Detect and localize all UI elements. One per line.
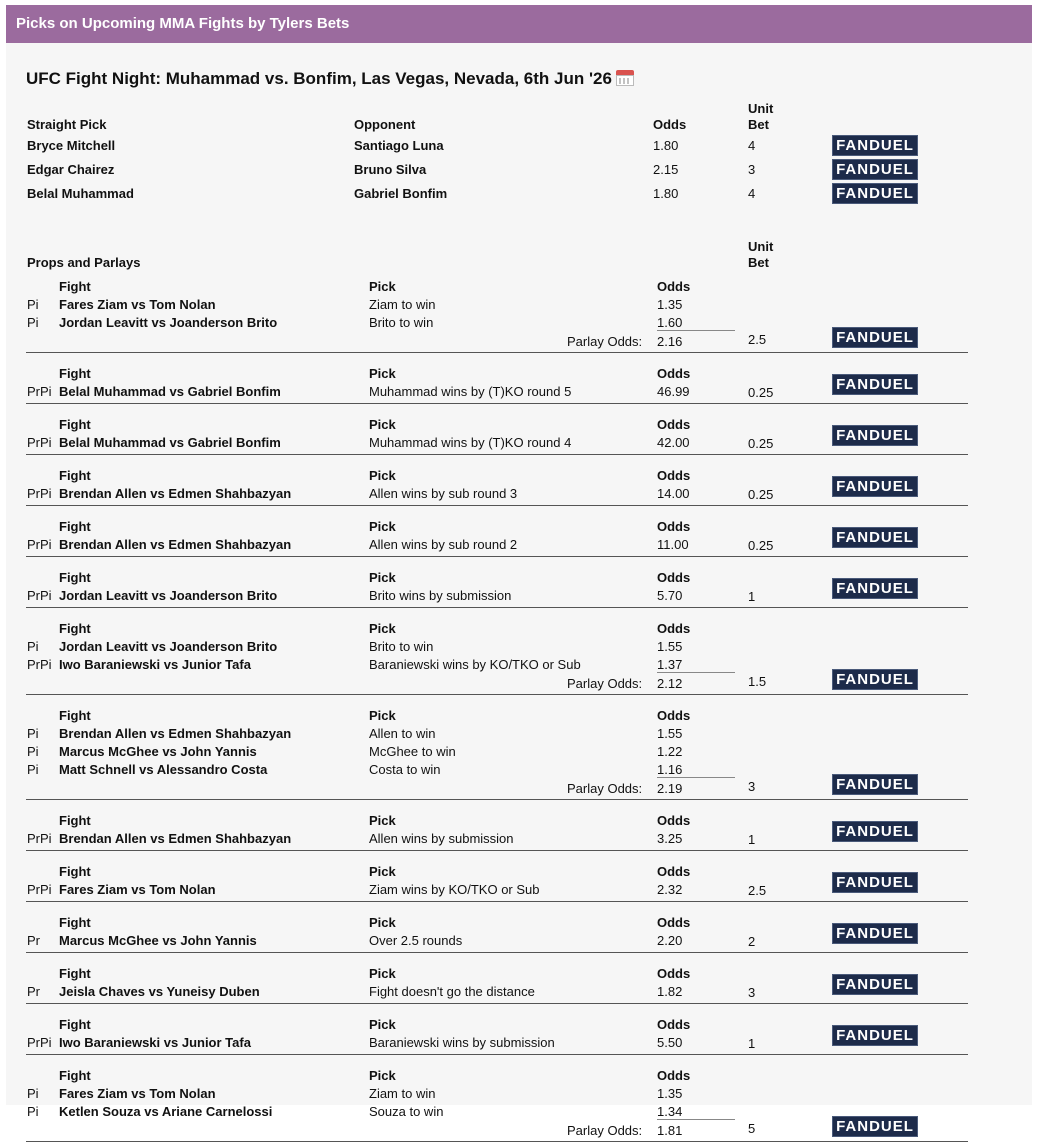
group-divider <box>26 607 968 608</box>
leg-odds: 3.25 <box>657 831 683 846</box>
unit-bet: 2.5 <box>748 883 767 898</box>
pick-text: Ziam to win <box>369 297 436 312</box>
pick-header: Pick <box>369 366 396 381</box>
fight-name: Fares Ziam vs Tom Nolan <box>59 1086 216 1101</box>
fight-name: Brendan Allen vs Edmen Shahbazyan <box>59 831 292 846</box>
fight-header: Fight <box>59 468 91 483</box>
parlay-odds-value: 2.12 <box>657 676 683 691</box>
pick-odds: 2.15 <box>653 162 679 177</box>
parlay-odds-label: Parlay Odds: <box>567 334 643 349</box>
fight-header: Fight <box>59 417 91 432</box>
fight-name: Marcus McGhee vs John Yannis <box>59 744 257 759</box>
group-divider <box>26 556 968 557</box>
odds-header: Odds <box>657 279 691 294</box>
pick-header: Pick <box>369 621 396 636</box>
leg-odds: 5.70 <box>657 588 683 603</box>
fight-header: Fight <box>59 1017 91 1032</box>
leg-odds: 1.60 <box>657 315 735 331</box>
straight-pick-name: Bryce Mitchell <box>27 138 116 153</box>
fight-header: Fight <box>59 570 91 585</box>
fanduel-button[interactable]: FANDUEL <box>832 974 918 995</box>
leg-odds: 1.22 <box>657 744 683 759</box>
leg-odds: 14.00 <box>657 486 690 501</box>
bet-type-code: Pi <box>27 762 39 777</box>
group-divider <box>26 1003 968 1004</box>
unit-bet: 3 <box>748 779 756 794</box>
group-divider <box>26 505 968 506</box>
fanduel-button[interactable]: FANDUEL <box>832 374 918 395</box>
parlay-odds-value: 2.16 <box>657 334 683 349</box>
fanduel-button[interactable]: FANDUEL <box>832 578 918 599</box>
bet-type-code: Pi <box>27 726 39 741</box>
picks-panel <box>6 5 1032 1138</box>
leg-odds: 1.37 <box>657 657 735 673</box>
fanduel-button[interactable]: FANDUEL <box>832 135 918 156</box>
unit-bet: 3 <box>748 985 756 1000</box>
fanduel-button[interactable]: FANDUEL <box>832 476 918 497</box>
unit-bet: 0.25 <box>748 538 774 553</box>
unit-bet: 3 <box>748 162 756 177</box>
pick-text: Ziam wins by KO/TKO or Sub <box>369 882 540 897</box>
fanduel-button[interactable]: FANDUEL <box>832 669 918 690</box>
bet-header: Bet <box>748 117 769 132</box>
bet-type-code: Pi <box>27 1086 39 1101</box>
banner-title: Picks on Upcoming MMA Fights by Tylers Bets <box>16 15 350 32</box>
bet-type-code: PrPi <box>27 537 52 552</box>
fight-name: Belal Muhammad vs Gabriel Bonfim <box>59 435 281 450</box>
pick-header: Pick <box>369 813 396 828</box>
group-divider <box>26 352 968 353</box>
event-title-row <box>26 68 634 89</box>
props-parlays-header: Props and Parlays <box>27 255 141 270</box>
pick-text: Over 2.5 rounds <box>369 933 463 948</box>
pick-header: Pick <box>369 519 396 534</box>
pick-text: Ziam to win <box>369 1086 436 1101</box>
odds-header: Odds <box>657 468 691 483</box>
fight-header: Fight <box>59 708 91 723</box>
fight-name: Iwo Baraniewski vs Junior Tafa <box>59 657 251 672</box>
fight-name: Iwo Baraniewski vs Junior Tafa <box>59 1035 251 1050</box>
pick-text: Baraniewski wins by KO/TKO or Sub <box>369 657 581 672</box>
opponent-name: Bruno Silva <box>354 162 427 177</box>
fight-name: Jeisla Chaves vs Yuneisy Duben <box>59 984 260 999</box>
pick-header: Pick <box>369 417 396 432</box>
bet-type-code: PrPi <box>27 435 52 450</box>
unit-bet: 1 <box>748 1036 756 1051</box>
fight-name: Brendan Allen vs Edmen Shahbazyan <box>59 726 292 741</box>
fanduel-button[interactable]: FANDUEL <box>832 425 918 446</box>
fanduel-button[interactable]: FANDUEL <box>832 923 918 944</box>
bet-type-code: Pr <box>27 984 40 999</box>
bet-type-code: Pi <box>27 297 39 312</box>
fanduel-button[interactable]: FANDUEL <box>832 527 918 548</box>
fight-header: Fight <box>59 621 91 636</box>
unit-bet: 1 <box>748 832 756 847</box>
parlay-odds-value: 2.19 <box>657 781 683 796</box>
unit-bet: 1.5 <box>748 674 767 689</box>
fanduel-button[interactable]: FANDUEL <box>832 327 918 348</box>
odds-header: Odds <box>653 117 687 132</box>
opponent-name: Santiago Luna <box>354 138 444 153</box>
bet-type-code: PrPi <box>27 831 52 846</box>
odds-header: Odds <box>657 1017 691 1032</box>
group-divider <box>26 403 968 404</box>
pick-text: Fight doesn't go the distance <box>369 984 535 999</box>
leg-odds: 1.16 <box>657 762 735 778</box>
pick-text: Baraniewski wins by submission <box>369 1035 555 1050</box>
fight-header: Fight <box>59 519 91 534</box>
pick-odds: 1.80 <box>653 186 679 201</box>
leg-odds: 5.50 <box>657 1035 683 1050</box>
pick-text: Brito to win <box>369 639 434 654</box>
parlay-odds-label: Parlay Odds: <box>567 1123 643 1138</box>
bet-type-code: Pi <box>27 315 39 330</box>
leg-odds: 46.99 <box>657 384 690 399</box>
odds-header: Odds <box>657 570 691 585</box>
leg-odds: 1.82 <box>657 984 683 999</box>
unit-bet: 0.25 <box>748 385 774 400</box>
pick-text: Souza to win <box>369 1104 444 1119</box>
fight-name: Belal Muhammad vs Gabriel Bonfim <box>59 384 281 399</box>
fight-header: Fight <box>59 915 91 930</box>
pick-text: Muhammad wins by (T)KO round 5 <box>369 384 572 399</box>
pick-header: Pick <box>369 864 396 879</box>
odds-header: Odds <box>657 966 691 981</box>
pick-header: Pick <box>369 468 396 483</box>
group-divider <box>26 454 968 455</box>
leg-odds: 2.20 <box>657 933 683 948</box>
fight-name: Fares Ziam vs Tom Nolan <box>59 297 216 312</box>
opponent-name: Gabriel Bonfim <box>354 186 448 201</box>
opponent-header: Opponent <box>354 117 416 132</box>
fanduel-button[interactable]: FANDUEL <box>832 872 918 893</box>
odds-header: Odds <box>657 915 691 930</box>
group-divider <box>26 850 968 851</box>
fight-name: Jordan Leavitt vs Joanderson Brito <box>59 315 278 330</box>
pick-text: Allen wins by submission <box>369 831 514 846</box>
unit-bet: 5 <box>748 1121 756 1136</box>
pick-text: McGhee to win <box>369 744 456 759</box>
fanduel-button[interactable]: FANDUEL <box>832 183 918 204</box>
parlay-odds-label: Parlay Odds: <box>567 781 643 796</box>
odds-header: Odds <box>657 1068 691 1083</box>
bet-type-code: PrPi <box>27 1035 52 1050</box>
leg-odds: 1.35 <box>657 1086 683 1101</box>
unit-bet: 4 <box>748 138 756 153</box>
leg-odds: 11.00 <box>657 537 689 552</box>
leg-odds: 2.32 <box>657 882 683 897</box>
leg-odds: 1.34 <box>657 1104 735 1120</box>
fight-header: Fight <box>59 1068 91 1083</box>
pick-header: Pick <box>369 570 396 585</box>
unit-bet: 1 <box>748 589 756 604</box>
bet-type-code: PrPi <box>27 882 52 897</box>
fanduel-button[interactable]: FANDUEL <box>832 774 918 795</box>
fight-name: Jordan Leavitt vs Joanderson Brito <box>59 639 278 654</box>
odds-header: Odds <box>657 621 691 636</box>
fight-header: Fight <box>59 813 91 828</box>
bet-type-code: PrPi <box>27 486 52 501</box>
group-divider <box>26 952 968 953</box>
event-title: UFC Fight Night: Muhammad vs. Bonfim, Las Vegas, Nevada, 6th Jun '26 <box>26 69 612 88</box>
header-banner <box>6 5 1032 43</box>
fight-name: Brendan Allen vs Edmen Shahbazyan <box>59 537 292 552</box>
odds-header: Odds <box>657 417 691 432</box>
bet-type-code: PrPi <box>27 588 52 603</box>
calendar-icon[interactable] <box>616 68 634 86</box>
odds-header: Odds <box>657 708 691 723</box>
pick-header: Pick <box>369 279 396 294</box>
bet-type-code: Pi <box>27 639 39 654</box>
pick-header: Pick <box>369 1017 396 1032</box>
pick-text: Costa to win <box>369 762 441 777</box>
fight-name: Matt Schnell vs Alessandro Costa <box>59 762 268 777</box>
odds-header: Odds <box>657 864 691 879</box>
bet-type-code: Pi <box>27 1104 39 1119</box>
leg-odds: 1.55 <box>657 639 683 654</box>
straight-pick-header: Straight Pick <box>27 117 107 132</box>
pick-text: Brito to win <box>369 315 434 330</box>
fight-name: Brendan Allen vs Edmen Shahbazyan <box>59 486 292 501</box>
unit-bet: 0.25 <box>748 436 774 451</box>
parlay-odds-value: 1.81 <box>657 1123 683 1138</box>
unit-header: Unit <box>748 101 774 116</box>
fight-header: Fight <box>59 366 91 381</box>
pick-text: Allen to win <box>369 726 436 741</box>
leg-odds: 1.35 <box>657 297 683 312</box>
pick-header: Pick <box>369 708 396 723</box>
unit-bet: 2 <box>748 934 756 949</box>
pick-text: Muhammad wins by (T)KO round 4 <box>369 435 572 450</box>
fanduel-button[interactable]: FANDUEL <box>832 1116 918 1137</box>
fight-header: Fight <box>59 279 91 294</box>
unit-bet: 4 <box>748 186 756 201</box>
group-divider <box>26 694 968 695</box>
bet-type-code: PrPi <box>27 657 52 672</box>
fight-header: Fight <box>59 864 91 879</box>
odds-header: Odds <box>657 813 691 828</box>
group-divider <box>26 901 968 902</box>
fanduel-button[interactable]: FANDUEL <box>832 821 918 842</box>
pick-text: Allen wins by sub round 3 <box>369 486 518 501</box>
odds-header: Odds <box>657 519 691 534</box>
bet-type-code: Pr <box>27 933 40 948</box>
fight-name: Marcus McGhee vs John Yannis <box>59 933 257 948</box>
leg-odds: 42.00 <box>657 435 690 450</box>
pick-header: Pick <box>369 966 396 981</box>
fight-name: Ketlen Souza vs Ariane Carnelossi <box>59 1104 273 1119</box>
fight-name: Fares Ziam vs Tom Nolan <box>59 882 216 897</box>
pick-text: Allen wins by sub round 2 <box>369 537 518 552</box>
fanduel-button[interactable]: FANDUEL <box>832 159 918 180</box>
bet-type-code: Pi <box>27 744 39 759</box>
parlay-odds-label: Parlay Odds: <box>567 676 643 691</box>
fanduel-button[interactable]: FANDUEL <box>832 1025 918 1046</box>
fight-name: Jordan Leavitt vs Joanderson Brito <box>59 588 278 603</box>
pick-header: Pick <box>369 915 396 930</box>
unit-bet: 2.5 <box>748 332 767 347</box>
leg-odds: 1.55 <box>657 726 683 741</box>
pick-header: Pick <box>369 1068 396 1083</box>
group-divider <box>26 799 968 800</box>
props-bet-header: Bet <box>748 255 769 270</box>
straight-pick-name: Edgar Chairez <box>27 162 115 177</box>
bet-type-code: PrPi <box>27 384 52 399</box>
group-divider <box>26 1054 968 1055</box>
straight-pick-name: Belal Muhammad <box>27 186 134 201</box>
props-unit-header: Unit <box>748 239 774 254</box>
fight-header: Fight <box>59 966 91 981</box>
odds-header: Odds <box>657 366 691 381</box>
unit-bet: 0.25 <box>748 487 774 502</box>
pick-odds: 1.80 <box>653 138 679 153</box>
pick-text: Brito wins by submission <box>369 588 512 603</box>
